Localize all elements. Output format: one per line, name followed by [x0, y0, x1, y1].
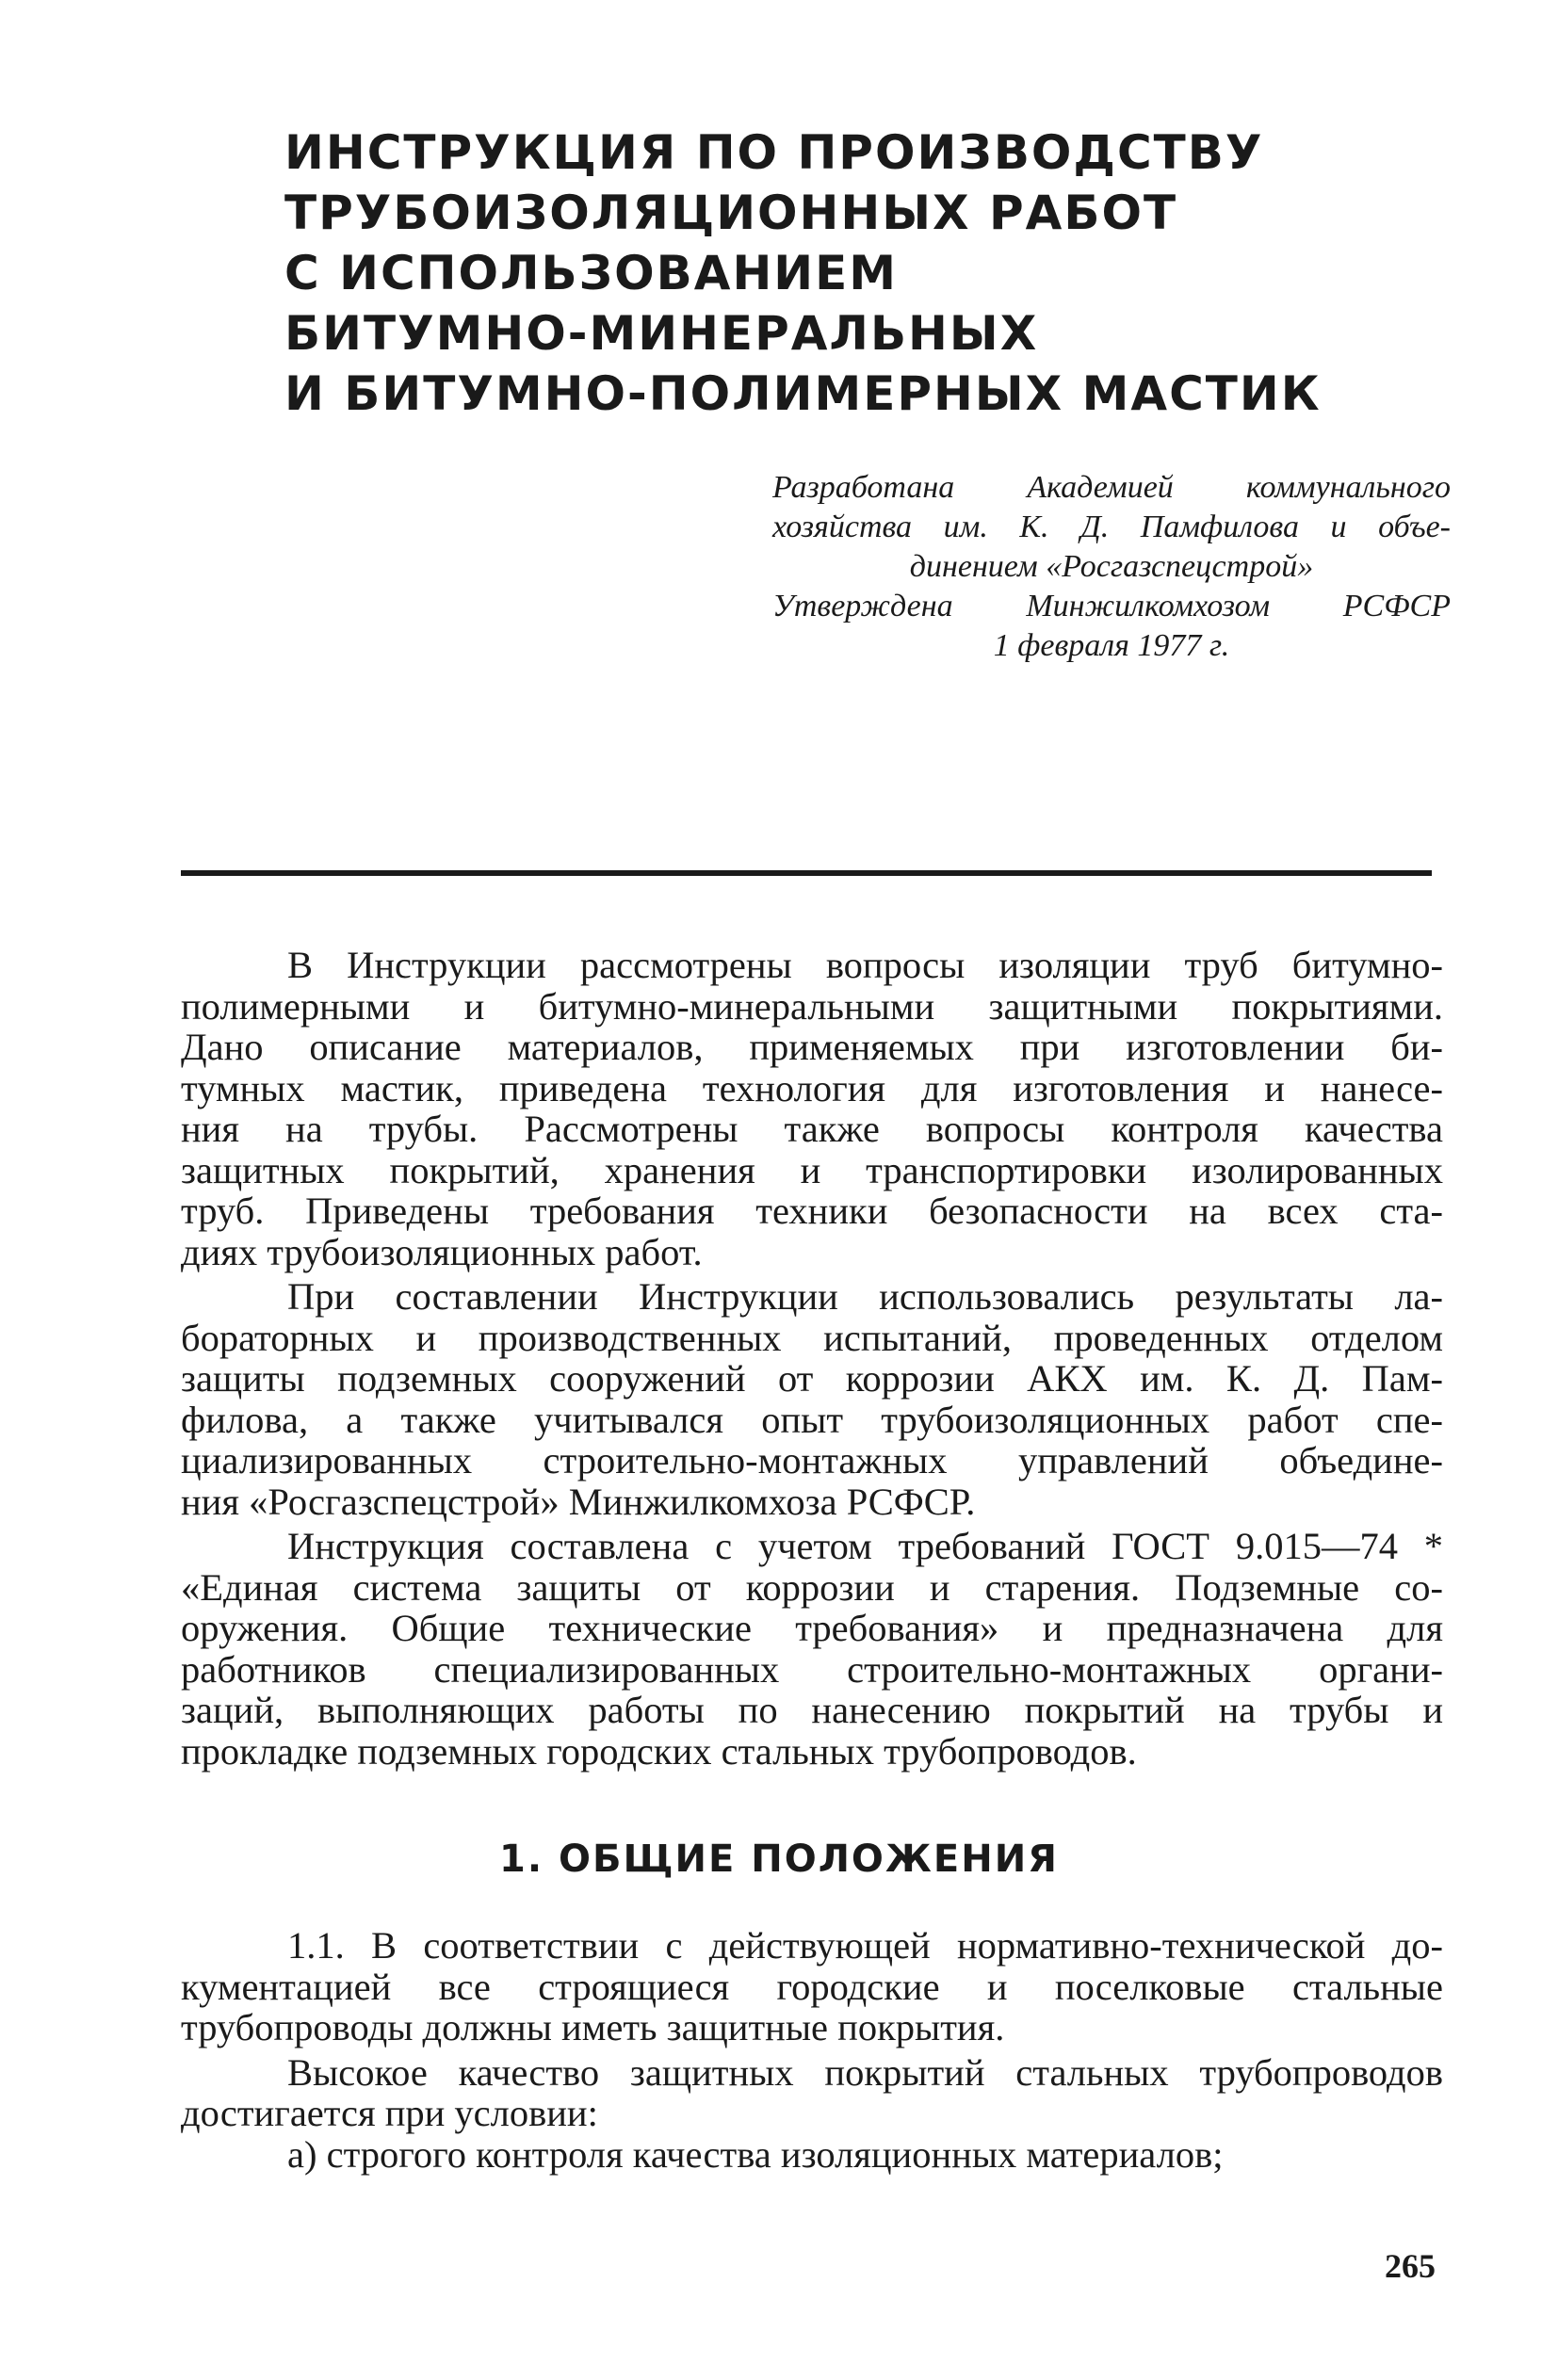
text-line: защитных покрытий, хранения и транспортировки изолированных — [181, 1148, 1443, 1191]
approval-line: Утверждена Минжилкомхозом РСФСР — [772, 589, 1451, 623]
section-paragraph — [181, 1925, 1443, 2048]
text-line: Дано описание материалов, применяемых при изготовлении би- — [181, 1026, 1443, 1068]
text-line: труб. Приведены требования техники безопасности на всех ста- — [181, 1190, 1443, 1232]
text-line: 1.1. В соответствии с действующей нормативно-технической до- — [287, 1924, 1443, 1967]
text-line: кументацией все строящиеся городские и поселковые стальные — [181, 1965, 1443, 2008]
section-paragraph — [181, 2134, 1443, 2176]
text-line: заций, выполняющих работы по нанесению покрытий на трубы и — [181, 1689, 1443, 1731]
text-line: полимерными и битумно-минеральными защитными покрытиями. — [181, 984, 1443, 1028]
text-line: прокладке подземных городских стальных трубопроводов. — [181, 1729, 1137, 1773]
text-line: тумных мастик, приведена технология для изготовления и нанесе- — [181, 1066, 1443, 1109]
text-line: циализированных строительно-монтажных управлений объедине- — [181, 1439, 1443, 1481]
text-line: ния на трубы. Рассмотрены также вопросы контроля качества — [181, 1108, 1443, 1150]
text-line: Инструкция составлена с учетом требований ГОСТ 9.015—74 * — [287, 1525, 1443, 1567]
text-line: трубопроводы должны иметь защитные покрытия. — [181, 2006, 1005, 2048]
intro-text — [181, 945, 1443, 1772]
text-line: При составлении Инструкции использовались результаты ла- — [287, 1275, 1443, 1318]
text-line: защиты подземных сооружений от коррозии АКХ им. К. Д. Пам- — [181, 1357, 1443, 1400]
text-line: филова, а также учитывался опыт трубоизоляционных работ спе- — [181, 1398, 1443, 1441]
text-line: Высокое качество защитных покрытий стальных трубопроводов — [287, 2050, 1443, 2094]
text-line: бораторных и производственных испытаний, проведенных отделом — [181, 1316, 1443, 1359]
document-title — [284, 122, 1415, 424]
section-text — [181, 1925, 1443, 2175]
page-number: 265 — [1385, 2247, 1436, 2285]
intro-paragraph — [181, 945, 1443, 1272]
text-line: а) строгого контроля качества изоляционных материалов; — [287, 2132, 1224, 2176]
intro-paragraph — [181, 1276, 1443, 1522]
title-line: С ИСПОЛЬЗОВАНИЕМ — [284, 246, 899, 300]
text-line: «Единая система защиты от коррозии и старения. Подземные со- — [181, 1565, 1443, 1609]
intro-paragraph — [181, 1526, 1443, 1772]
horizontal-rule — [181, 870, 1432, 876]
title-line: ТРУБОИЗОЛЯЦИОННЫХ РАБОТ — [284, 186, 1178, 240]
text-line: ния «Росгазспецстрой» Минжилкомхоза РСФСР. — [181, 1480, 976, 1523]
approval-note — [772, 468, 1451, 666]
title-line: ИНСТРУКЦИЯ ПО ПРОИЗВОДСТВУ — [284, 125, 1264, 180]
text-line: работников специализированных строительно-монтажных органи- — [181, 1647, 1443, 1691]
approval-line: Разработана Академией коммунального — [772, 470, 1451, 505]
text-line: диях трубоизоляционных работ. — [181, 1230, 703, 1273]
title-line: И БИТУМНО-ПОЛИМЕРНЫХ МАСТИК — [284, 366, 1322, 421]
approval-line: динением «Росгазспецстрой» — [909, 549, 1314, 584]
section-paragraph — [181, 2052, 1443, 2134]
section-heading: 1. ОБЩИЕ ПОЛОЖЕНИЯ — [499, 1838, 1059, 1881]
text-line: оружения. Общие технические требования» и предназначена для — [181, 1607, 1443, 1649]
title-line: БИТУМНО-МИНЕРАЛЬНЫХ — [284, 306, 1039, 361]
approval-line: 1 февраля 1977 г. — [993, 628, 1230, 663]
approval-line: хозяйства им. К. Д. Памфилова и объе- — [772, 510, 1451, 544]
text-line: достигается при условии: — [181, 2092, 598, 2134]
text-line: В Инструкции рассмотрены вопросы изоляции труб битумно- — [287, 944, 1443, 986]
